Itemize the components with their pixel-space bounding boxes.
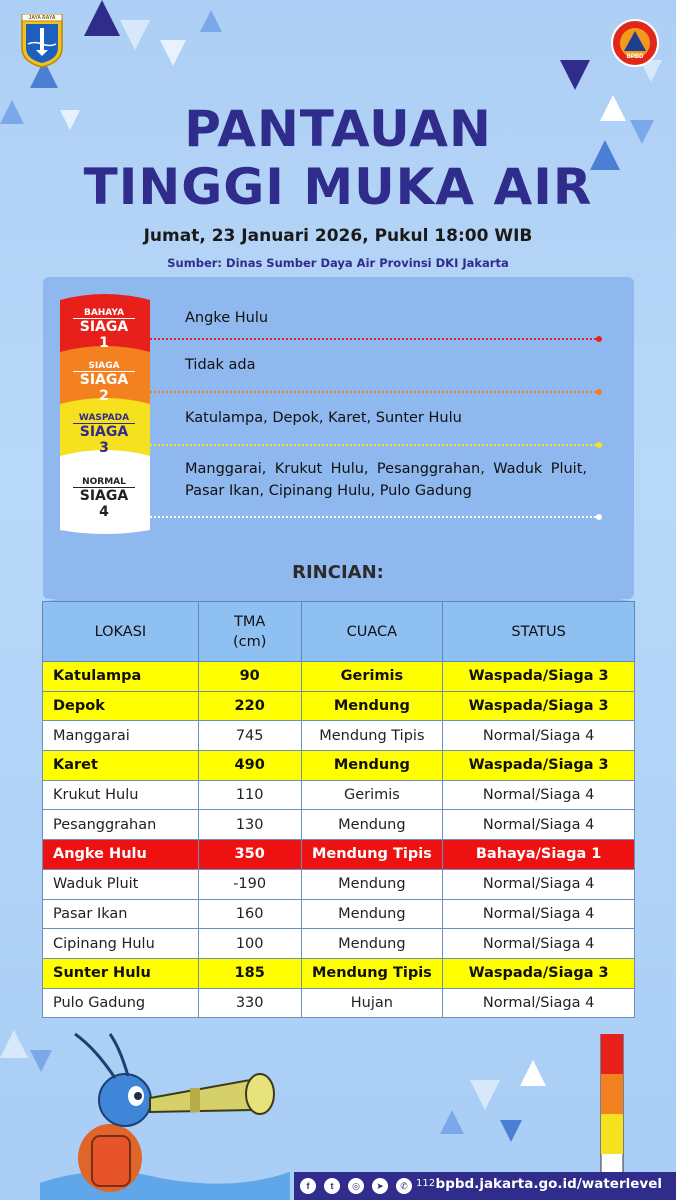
siaga-3-locations: Katulampa, Depok, Karet, Sunter Hulu: [185, 410, 462, 426]
cell-lokasi: Karet: [43, 751, 199, 781]
table-row: [43, 958, 635, 988]
cell-status: Waspada/Siaga 3: [443, 662, 635, 692]
badge-siaga-2-small: SIAGA: [88, 361, 120, 371]
header-status: STATUS: [443, 602, 635, 662]
report-date: Jumat, 23 Januari 2026, Pukul 18:00 WIB: [143, 226, 533, 246]
telegram-icon[interactable]: ➤: [372, 1178, 388, 1194]
cell-tma: 130: [198, 810, 301, 840]
background-triangle: [560, 60, 590, 90]
table-row: [43, 780, 635, 810]
cell-tma: -190: [198, 869, 301, 899]
cell-cuaca: Mendung Tipis: [301, 958, 443, 988]
table-row: [43, 869, 635, 899]
cell-tma: 160: [198, 899, 301, 929]
phone-icon[interactable]: ✆: [396, 1178, 412, 1194]
siaga-4-locations: Manggarai, Krukut Hulu, Pesanggrahan, Waduk Pluit, Pasar Ikan, Cipinang Hulu, Pulo Gadung: [185, 461, 587, 499]
table-body: [43, 662, 635, 1018]
logo-right-text: BPBD: [626, 54, 644, 60]
badge-siaga-4-small: NORMAL: [82, 477, 126, 487]
cell-cuaca: Mendung Tipis: [301, 721, 443, 751]
siaga-4-divider: [150, 516, 596, 518]
footer-url[interactable]: bpbd.jakarta.go.id/waterlevel: [435, 1176, 662, 1192]
bpbd-logo: [610, 18, 660, 68]
data-source: Sumber: Dinas Sumber Daya Air Provinsi DKI Jakarta: [167, 256, 509, 270]
cell-lokasi: Waduk Pluit: [43, 869, 199, 899]
cell-lokasi: Krukut Hulu: [43, 780, 199, 810]
cell-tma: 490: [198, 751, 301, 781]
siaga-2-dot: [596, 389, 602, 395]
badge-siaga-1-small: BAHAYA: [83, 308, 125, 318]
cell-status: Waspada/Siaga 3: [443, 751, 635, 781]
background-triangle: [500, 1120, 522, 1142]
hotline-number: 112: [416, 1178, 436, 1189]
siaga-1-divider: [150, 338, 596, 340]
jakarta-logo: [20, 14, 64, 68]
table-row: [43, 929, 635, 959]
footer-bar: [294, 1172, 676, 1200]
background-triangle: [0, 1030, 28, 1058]
siaga-1-locations: Angke Hulu: [185, 310, 269, 326]
cell-tma: 90: [198, 662, 301, 692]
cell-cuaca: Mendung: [301, 899, 443, 929]
twitter-icon[interactable]: t: [324, 1178, 340, 1194]
cell-status: Waspada/Siaga 3: [443, 958, 635, 988]
cell-cuaca: Gerimis: [301, 662, 443, 692]
header-cuaca: CUACA: [301, 602, 443, 662]
cell-cuaca: Mendung: [301, 869, 443, 899]
badge-siaga-4: [59, 474, 149, 520]
cell-cuaca: Mendung Tipis: [301, 840, 443, 870]
badge-siaga-3-small: WASPADA: [78, 413, 130, 423]
title-line-2: TINGGI MUKA AIR: [83, 158, 593, 216]
cell-tma: 220: [198, 691, 301, 721]
header-lokasi: LOKASI: [43, 602, 199, 662]
water-level-table: [42, 601, 635, 1018]
cell-status: Normal/Siaga 4: [443, 869, 635, 899]
cell-cuaca: Mendung: [301, 929, 443, 959]
cell-cuaca: Mendung: [301, 810, 443, 840]
ant-mascot-illustration: [40, 1028, 290, 1200]
table-row: [43, 988, 635, 1018]
badge-siaga-1-big: SIAGA 1: [73, 318, 135, 351]
cell-tma: 185: [198, 958, 301, 988]
cell-status: Normal/Siaga 4: [443, 929, 635, 959]
badge-siaga-1: [59, 305, 149, 351]
cell-lokasi: Pasar Ikan: [43, 899, 199, 929]
badge-siaga-3: [59, 410, 149, 456]
cell-status: Normal/Siaga 4: [443, 780, 635, 810]
table-row: [43, 840, 635, 870]
table-row: [43, 662, 635, 692]
background-triangle: [120, 20, 150, 50]
badge-siaga-2: [59, 358, 149, 404]
cell-status: Normal/Siaga 4: [443, 988, 635, 1018]
cell-lokasi: Katulampa: [43, 662, 199, 692]
siaga-4-dot: [596, 514, 602, 520]
cell-tma: 350: [198, 840, 301, 870]
cell-status: Waspada/Siaga 3: [443, 691, 635, 721]
cell-cuaca: Hujan: [301, 988, 443, 1018]
cell-tma: 330: [198, 988, 301, 1018]
cell-cuaca: Gerimis: [301, 780, 443, 810]
cell-cuaca: Mendung: [301, 691, 443, 721]
cell-status: Normal/Siaga 4: [443, 810, 635, 840]
cell-status: Normal/Siaga 4: [443, 899, 635, 929]
header-tma: TMA (cm): [198, 602, 301, 662]
cell-tma: 100: [198, 929, 301, 959]
siaga-1-dot: [596, 336, 602, 342]
cell-status: Bahaya/Siaga 1: [443, 840, 635, 870]
cell-lokasi: Angke Hulu: [43, 840, 199, 870]
background-triangle: [470, 1080, 500, 1110]
siaga-2-locations: Tidak ada: [185, 357, 256, 373]
background-triangle: [200, 10, 222, 32]
cell-tma: 110: [198, 780, 301, 810]
table-row: [43, 899, 635, 929]
cell-lokasi: Pesanggrahan: [43, 810, 199, 840]
table-row: [43, 810, 635, 840]
table-header-row: [43, 602, 635, 662]
cell-cuaca: Mendung: [301, 751, 443, 781]
cell-lokasi: Depok: [43, 691, 199, 721]
siaga-2-divider: [150, 391, 596, 393]
background-triangle: [440, 1110, 464, 1134]
background-triangle: [520, 1060, 546, 1086]
siaga-3-dot: [596, 442, 602, 448]
cell-lokasi: Sunter Hulu: [43, 958, 199, 988]
table-row: [43, 721, 635, 751]
background-triangle: [160, 40, 186, 66]
cell-status: Normal/Siaga 4: [443, 721, 635, 751]
title-line-1: PANTAUAN: [184, 100, 492, 158]
table-row: [43, 691, 635, 721]
cell-tma: 745: [198, 721, 301, 751]
cell-lokasi: Cipinang Hulu: [43, 929, 199, 959]
rincian-heading: RINCIAN:: [292, 562, 384, 583]
facebook-icon[interactable]: f: [300, 1178, 316, 1194]
badge-siaga-2-big: SIAGA 2: [73, 371, 135, 404]
siaga-3-divider: [150, 444, 596, 446]
cell-lokasi: Pulo Gadung: [43, 988, 199, 1018]
background-triangle: [84, 0, 120, 36]
table-row: [43, 751, 635, 781]
logo-left-text: JAYA RAYA: [28, 15, 56, 21]
badge-siaga-3-big: SIAGA 3: [73, 423, 135, 456]
instagram-icon[interactable]: ◎: [348, 1178, 364, 1194]
water-gauge-illustration: [597, 1034, 627, 1194]
cell-lokasi: Manggarai: [43, 721, 199, 751]
badge-siaga-4-big: SIAGA 4: [73, 487, 135, 520]
